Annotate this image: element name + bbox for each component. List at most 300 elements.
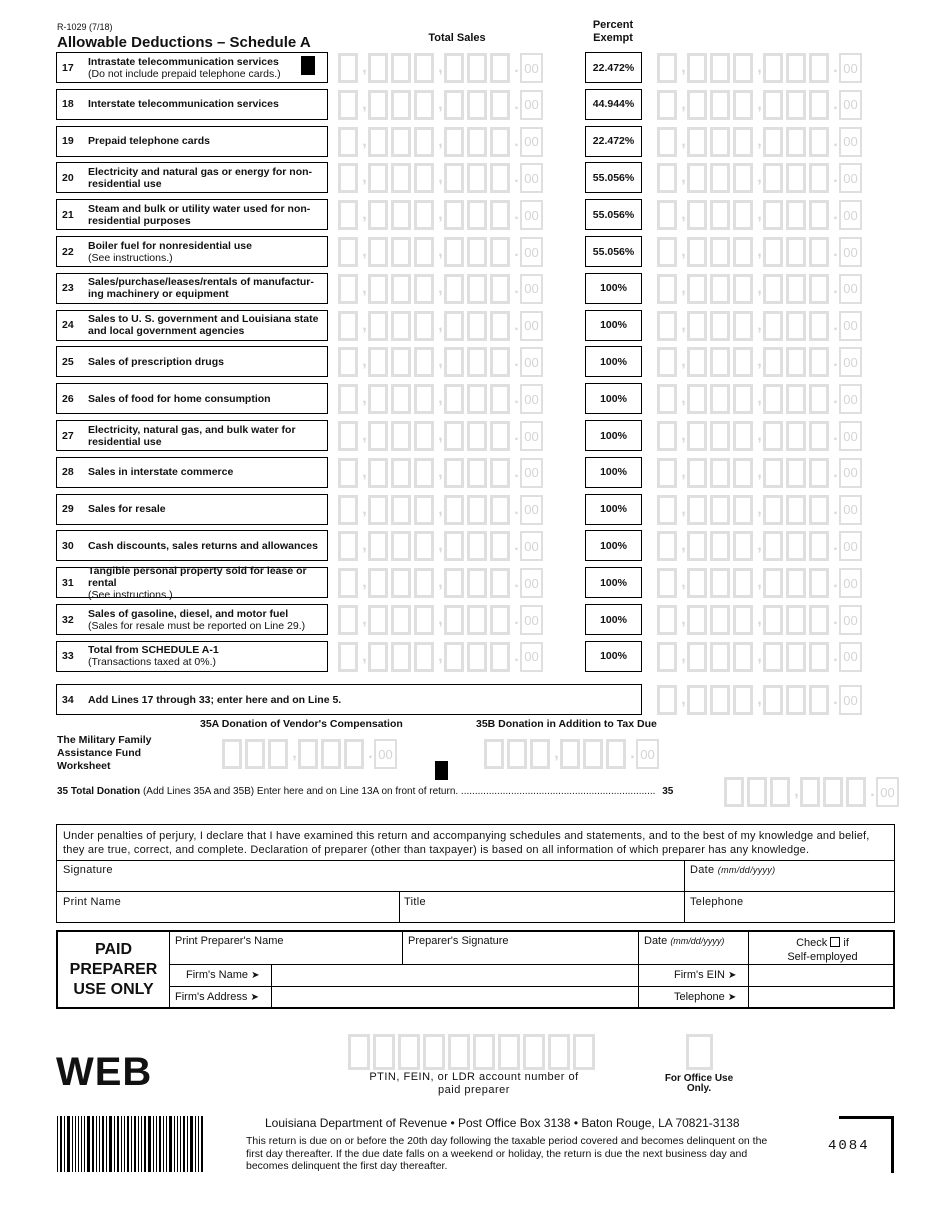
donation-35b-amount[interactable] — [484, 739, 659, 769]
digit-cell[interactable] — [710, 237, 730, 267]
ptin-digit-cell[interactable] — [573, 1034, 595, 1070]
digit-cell[interactable] — [786, 642, 806, 672]
digit-cell[interactable] — [786, 90, 806, 120]
digit-cell[interactable] — [733, 495, 753, 525]
digit-cell[interactable] — [710, 605, 730, 635]
digit-cell[interactable] — [687, 90, 707, 120]
cents-cell[interactable]: 00 — [520, 347, 543, 377]
line-29-total-sales[interactable] — [338, 495, 543, 525]
digit-cell[interactable] — [687, 605, 707, 635]
digit-cell[interactable] — [391, 53, 411, 83]
digit-cell[interactable] — [467, 458, 487, 488]
digit-cell[interactable] — [490, 531, 510, 561]
firm-address-input[interactable] — [272, 987, 638, 1007]
digit-cell[interactable] — [414, 421, 434, 451]
digit-cell[interactable] — [368, 458, 388, 488]
digit-cell[interactable] — [687, 53, 707, 83]
digit-cell[interactable] — [414, 90, 434, 120]
digit-cell[interactable] — [490, 274, 510, 304]
cents-cell[interactable]: 00 — [520, 163, 543, 193]
digit-cell[interactable] — [786, 53, 806, 83]
cents-cell[interactable]: 00 — [839, 421, 862, 451]
self-employed-checkbox[interactable] — [830, 937, 840, 947]
line-20-exempt-amount[interactable] — [657, 163, 862, 193]
digit-cell[interactable] — [809, 200, 829, 230]
digit-cell[interactable] — [490, 237, 510, 267]
digit-cell[interactable] — [809, 311, 829, 341]
digit-cell[interactable] — [800, 777, 820, 807]
line-17-exempt-amount[interactable] — [657, 53, 862, 83]
digit-cell[interactable] — [444, 568, 464, 598]
digit-cell[interactable] — [391, 642, 411, 672]
cents-cell[interactable]: 00 — [839, 685, 862, 715]
cents-cell[interactable]: 00 — [839, 568, 862, 598]
digit-cell[interactable] — [414, 531, 434, 561]
digit-cell[interactable] — [368, 495, 388, 525]
preparer-telephone-input[interactable] — [749, 987, 893, 1007]
digit-cell[interactable] — [733, 568, 753, 598]
digit-cell[interactable] — [368, 642, 388, 672]
digit-cell[interactable] — [467, 274, 487, 304]
digit-cell[interactable] — [763, 163, 783, 193]
cents-cell[interactable]: 00 — [839, 605, 862, 635]
digit-cell[interactable] — [687, 568, 707, 598]
digit-cell[interactable] — [338, 347, 358, 377]
line-30-total-sales[interactable] — [338, 531, 543, 561]
digit-cell[interactable] — [444, 237, 464, 267]
digit-cell[interactable] — [490, 421, 510, 451]
ptin-digit-cell[interactable] — [448, 1034, 470, 1070]
digit-cell[interactable] — [414, 127, 434, 157]
digit-cell[interactable] — [484, 739, 504, 769]
digit-cell[interactable] — [414, 458, 434, 488]
digit-cell[interactable] — [809, 495, 829, 525]
digit-cell[interactable] — [733, 347, 753, 377]
line-26-exempt-amount[interactable] — [657, 384, 862, 414]
cents-cell[interactable]: 00 — [839, 347, 862, 377]
donation-35a-amount[interactable] — [222, 739, 397, 769]
cents-cell[interactable]: 00 — [520, 642, 543, 672]
cents-cell[interactable]: 00 — [520, 311, 543, 341]
digit-cell[interactable] — [786, 458, 806, 488]
digit-cell[interactable] — [687, 642, 707, 672]
digit-cell[interactable] — [507, 739, 527, 769]
digit-cell[interactable] — [490, 163, 510, 193]
line-18-total-sales[interactable] — [338, 90, 543, 120]
digit-cell[interactable] — [530, 739, 550, 769]
digit-cell[interactable] — [467, 347, 487, 377]
digit-cell[interactable] — [368, 237, 388, 267]
digit-cell[interactable] — [763, 127, 783, 157]
line-24-total-sales[interactable] — [338, 311, 543, 341]
digit-cell[interactable] — [245, 739, 265, 769]
digit-cell[interactable] — [657, 568, 677, 598]
firm-ein-input[interactable] — [749, 965, 893, 986]
cents-cell[interactable]: 00 — [520, 200, 543, 230]
ptin-digit-cell[interactable] — [473, 1034, 495, 1070]
line-24-exempt-amount[interactable] — [657, 311, 862, 341]
digit-cell[interactable] — [467, 384, 487, 414]
cents-cell[interactable]: 00 — [520, 274, 543, 304]
digit-cell[interactable] — [444, 274, 464, 304]
digit-cell[interactable] — [657, 384, 677, 414]
digit-cell[interactable] — [467, 237, 487, 267]
line-19-exempt-amount[interactable] — [657, 127, 862, 157]
digit-cell[interactable] — [338, 421, 358, 451]
digit-cell[interactable] — [414, 311, 434, 341]
digit-cell[interactable] — [786, 495, 806, 525]
digit-cell[interactable] — [391, 531, 411, 561]
digit-cell[interactable] — [710, 347, 730, 377]
line-23-total-sales[interactable] — [338, 274, 543, 304]
digit-cell[interactable] — [338, 311, 358, 341]
print-name-field[interactable]: Print Name — [63, 896, 122, 908]
digit-cell[interactable] — [467, 421, 487, 451]
digit-cell[interactable] — [298, 739, 318, 769]
digit-cell[interactable] — [444, 347, 464, 377]
ptin-digit-cell[interactable] — [348, 1034, 370, 1070]
digit-cell[interactable] — [490, 495, 510, 525]
digit-cell[interactable] — [490, 127, 510, 157]
cents-cell[interactable]: 00 — [520, 237, 543, 267]
digit-cell[interactable] — [657, 642, 677, 672]
digit-cell[interactable] — [710, 685, 730, 715]
digit-cell[interactable] — [710, 642, 730, 672]
digit-cell[interactable] — [444, 605, 464, 635]
digit-cell[interactable] — [560, 739, 580, 769]
digit-cell[interactable] — [414, 495, 434, 525]
digit-cell[interactable] — [657, 605, 677, 635]
digit-cell[interactable] — [368, 311, 388, 341]
digit-cell[interactable] — [338, 274, 358, 304]
digit-cell[interactable] — [414, 237, 434, 267]
digit-cell[interactable] — [687, 384, 707, 414]
digit-cell[interactable] — [657, 163, 677, 193]
line-17-total-sales[interactable] — [338, 53, 543, 83]
digit-cell[interactable] — [823, 777, 843, 807]
line-23-exempt-amount[interactable] — [657, 274, 862, 304]
digit-cell[interactable] — [338, 90, 358, 120]
cents-cell[interactable]: 00 — [839, 127, 862, 157]
digit-cell[interactable] — [687, 531, 707, 561]
digit-cell[interactable] — [444, 53, 464, 83]
digit-cell[interactable] — [733, 531, 753, 561]
digit-cell[interactable] — [786, 347, 806, 377]
title-field[interactable]: Title — [404, 896, 426, 908]
cents-cell[interactable]: 00 — [839, 237, 862, 267]
digit-cell[interactable] — [338, 458, 358, 488]
digit-cell[interactable] — [733, 384, 753, 414]
line-31-exempt-amount[interactable] — [657, 568, 862, 598]
digit-cell[interactable] — [414, 347, 434, 377]
digit-cell[interactable] — [414, 53, 434, 83]
digit-cell[interactable] — [809, 685, 829, 715]
digit-cell[interactable] — [490, 642, 510, 672]
digit-cell[interactable] — [444, 384, 464, 414]
line-20-total-sales[interactable] — [338, 163, 543, 193]
line-30-exempt-amount[interactable] — [657, 531, 862, 561]
line-21-exempt-amount[interactable] — [657, 200, 862, 230]
digit-cell[interactable] — [444, 458, 464, 488]
digit-cell[interactable] — [490, 53, 510, 83]
line-26-total-sales[interactable] — [338, 384, 543, 414]
digit-cell[interactable] — [710, 53, 730, 83]
digit-cell[interactable] — [809, 642, 829, 672]
digit-cell[interactable] — [490, 347, 510, 377]
digit-cell[interactable] — [606, 739, 626, 769]
digit-cell[interactable] — [414, 200, 434, 230]
signature-field[interactable]: Signature — [63, 864, 113, 876]
digit-cell[interactable] — [733, 127, 753, 157]
digit-cell[interactable] — [338, 568, 358, 598]
digit-cell[interactable] — [368, 531, 388, 561]
line-27-total-sales[interactable] — [338, 421, 543, 451]
digit-cell[interactable] — [687, 495, 707, 525]
digit-cell[interactable] — [338, 642, 358, 672]
ptin-digit-cell[interactable] — [498, 1034, 520, 1070]
digit-cell[interactable] — [687, 458, 707, 488]
digit-cell[interactable] — [490, 458, 510, 488]
digit-cell[interactable] — [657, 311, 677, 341]
digit-cell[interactable] — [391, 568, 411, 598]
digit-cell[interactable] — [710, 531, 730, 561]
line-28-exempt-amount[interactable] — [657, 458, 862, 488]
digit-cell[interactable] — [444, 90, 464, 120]
digit-cell[interactable] — [724, 777, 744, 807]
line-28-total-sales[interactable] — [338, 458, 543, 488]
digit-cell[interactable] — [687, 347, 707, 377]
digit-cell[interactable] — [786, 421, 806, 451]
digit-cell[interactable] — [444, 311, 464, 341]
cents-cell[interactable]: 00 — [520, 421, 543, 451]
digit-cell[interactable] — [786, 127, 806, 157]
digit-cell[interactable] — [467, 200, 487, 230]
digit-cell[interactable] — [687, 274, 707, 304]
digit-cell[interactable] — [268, 739, 288, 769]
preparer-date-field[interactable] — [644, 935, 724, 947]
digit-cell[interactable] — [467, 642, 487, 672]
digit-cell[interactable] — [657, 90, 677, 120]
cents-cell[interactable]: 00 — [839, 274, 862, 304]
digit-cell[interactable] — [763, 384, 783, 414]
digit-cell[interactable] — [733, 237, 753, 267]
line-32-exempt-amount[interactable] — [657, 605, 862, 635]
line-34-amount[interactable] — [657, 685, 862, 715]
digit-cell[interactable] — [338, 495, 358, 525]
digit-cell[interactable] — [391, 311, 411, 341]
preparer-name-field[interactable]: Print Preparer's Name — [175, 935, 284, 947]
digit-cell[interactable] — [710, 90, 730, 120]
digit-cell[interactable] — [786, 568, 806, 598]
telephone-field[interactable]: Telephone — [690, 896, 744, 908]
digit-cell[interactable] — [490, 311, 510, 341]
line-25-exempt-amount[interactable] — [657, 347, 862, 377]
line-29-exempt-amount[interactable] — [657, 495, 862, 525]
digit-cell[interactable] — [467, 163, 487, 193]
digit-cell[interactable] — [391, 605, 411, 635]
digit-cell[interactable] — [710, 421, 730, 451]
digit-cell[interactable] — [687, 200, 707, 230]
digit-cell[interactable] — [368, 163, 388, 193]
digit-cell[interactable] — [391, 495, 411, 525]
digit-cell[interactable] — [657, 685, 677, 715]
digit-cell[interactable] — [786, 311, 806, 341]
digit-cell[interactable] — [786, 274, 806, 304]
digit-cell[interactable] — [733, 685, 753, 715]
digit-cell[interactable] — [657, 421, 677, 451]
digit-cell[interactable] — [809, 53, 829, 83]
digit-cell[interactable] — [763, 495, 783, 525]
digit-cell[interactable] — [338, 163, 358, 193]
digit-cell[interactable] — [444, 127, 464, 157]
digit-cell[interactable] — [786, 685, 806, 715]
digit-cell[interactable] — [710, 163, 730, 193]
line-22-total-sales[interactable] — [338, 237, 543, 267]
digit-cell[interactable] — [368, 421, 388, 451]
cents-cell[interactable]: 00 — [839, 531, 862, 561]
digit-cell[interactable] — [444, 163, 464, 193]
digit-cell[interactable] — [763, 53, 783, 83]
digit-cell[interactable] — [710, 568, 730, 598]
digit-cell[interactable] — [786, 605, 806, 635]
digit-cell[interactable] — [733, 274, 753, 304]
cents-cell[interactable]: 00 — [520, 384, 543, 414]
cents-cell[interactable]: 00 — [520, 531, 543, 561]
total-donation-amount[interactable] — [724, 777, 899, 807]
line-19-total-sales[interactable] — [338, 127, 543, 157]
digit-cell[interactable] — [809, 274, 829, 304]
digit-cell[interactable] — [809, 568, 829, 598]
digit-cell[interactable] — [763, 347, 783, 377]
digit-cell[interactable] — [710, 495, 730, 525]
cents-cell[interactable]: 00 — [839, 163, 862, 193]
digit-cell[interactable] — [391, 90, 411, 120]
digit-cell[interactable] — [368, 347, 388, 377]
digit-cell[interactable] — [338, 200, 358, 230]
digit-cell[interactable] — [414, 384, 434, 414]
digit-cell[interactable] — [657, 200, 677, 230]
digit-cell[interactable] — [391, 127, 411, 157]
cents-cell[interactable]: 00 — [520, 605, 543, 635]
line-25-total-sales[interactable] — [338, 347, 543, 377]
digit-cell[interactable] — [368, 568, 388, 598]
digit-cell[interactable] — [414, 163, 434, 193]
digit-cell[interactable] — [338, 531, 358, 561]
digit-cell[interactable] — [687, 163, 707, 193]
cents-cell[interactable]: 00 — [839, 200, 862, 230]
digit-cell[interactable] — [786, 384, 806, 414]
digit-cell[interactable] — [763, 237, 783, 267]
digit-cell[interactable] — [338, 605, 358, 635]
digit-cell[interactable] — [657, 347, 677, 377]
cents-cell[interactable]: 00 — [520, 458, 543, 488]
ptin-digit-cell[interactable] — [398, 1034, 420, 1070]
cents-cell[interactable]: 00 — [876, 777, 899, 807]
digit-cell[interactable] — [368, 605, 388, 635]
digit-cell[interactable] — [467, 568, 487, 598]
digit-cell[interactable] — [368, 53, 388, 83]
digit-cell[interactable] — [467, 605, 487, 635]
digit-cell[interactable] — [763, 200, 783, 230]
digit-cell[interactable] — [444, 531, 464, 561]
digit-cell[interactable] — [733, 311, 753, 341]
digit-cell[interactable] — [687, 685, 707, 715]
line-33-total-sales[interactable] — [338, 642, 543, 672]
digit-cell[interactable] — [444, 642, 464, 672]
digit-cell[interactable] — [763, 642, 783, 672]
date-field[interactable] — [690, 864, 775, 876]
digit-cell[interactable] — [809, 163, 829, 193]
digit-cell[interactable] — [414, 605, 434, 635]
line-27-exempt-amount[interactable] — [657, 421, 862, 451]
digit-cell[interactable] — [444, 421, 464, 451]
digit-cell[interactable] — [657, 53, 677, 83]
digit-cell[interactable] — [763, 685, 783, 715]
digit-cell[interactable] — [368, 90, 388, 120]
digit-cell[interactable] — [809, 237, 829, 267]
cents-cell[interactable]: 00 — [839, 311, 862, 341]
digit-cell[interactable] — [391, 200, 411, 230]
digit-cell[interactable] — [809, 90, 829, 120]
digit-cell[interactable] — [657, 127, 677, 157]
digit-cell[interactable] — [763, 90, 783, 120]
digit-cell[interactable] — [687, 127, 707, 157]
digit-cell[interactable] — [657, 531, 677, 561]
digit-cell[interactable] — [490, 605, 510, 635]
digit-cell[interactable] — [391, 347, 411, 377]
digit-cell[interactable] — [770, 777, 790, 807]
digit-cell[interactable] — [687, 237, 707, 267]
cents-cell[interactable]: 00 — [839, 90, 862, 120]
cents-cell[interactable]: 00 — [839, 495, 862, 525]
digit-cell[interactable] — [687, 311, 707, 341]
digit-cell[interactable] — [657, 237, 677, 267]
preparer-signature-field[interactable]: Preparer's Signature — [408, 935, 509, 947]
digit-cell[interactable] — [414, 642, 434, 672]
digit-cell[interactable] — [490, 200, 510, 230]
digit-cell[interactable] — [733, 163, 753, 193]
cents-cell[interactable]: 00 — [839, 53, 862, 83]
digit-cell[interactable] — [809, 458, 829, 488]
digit-cell[interactable] — [657, 274, 677, 304]
line-33-exempt-amount[interactable] — [657, 642, 862, 672]
digit-cell[interactable] — [747, 777, 767, 807]
digit-cell[interactable] — [733, 458, 753, 488]
digit-cell[interactable] — [687, 421, 707, 451]
digit-cell[interactable] — [763, 531, 783, 561]
digit-cell[interactable] — [338, 127, 358, 157]
line-18-exempt-amount[interactable] — [657, 90, 862, 120]
digit-cell[interactable] — [222, 739, 242, 769]
digit-cell[interactable] — [809, 605, 829, 635]
cents-cell[interactable]: 00 — [520, 53, 543, 83]
digit-cell[interactable] — [733, 605, 753, 635]
digit-cell[interactable] — [809, 384, 829, 414]
digit-cell[interactable] — [467, 53, 487, 83]
digit-cell[interactable] — [444, 200, 464, 230]
ptin-digit-cell[interactable] — [423, 1034, 445, 1070]
digit-cell[interactable] — [763, 568, 783, 598]
digit-cell[interactable] — [490, 568, 510, 598]
digit-cell[interactable] — [321, 739, 341, 769]
cents-cell[interactable]: 00 — [839, 458, 862, 488]
digit-cell[interactable] — [391, 274, 411, 304]
digit-cell[interactable] — [786, 237, 806, 267]
digit-cell[interactable] — [786, 163, 806, 193]
ptin-digit-cell[interactable] — [548, 1034, 570, 1070]
digit-cell[interactable] — [710, 127, 730, 157]
digit-cell[interactable] — [710, 384, 730, 414]
